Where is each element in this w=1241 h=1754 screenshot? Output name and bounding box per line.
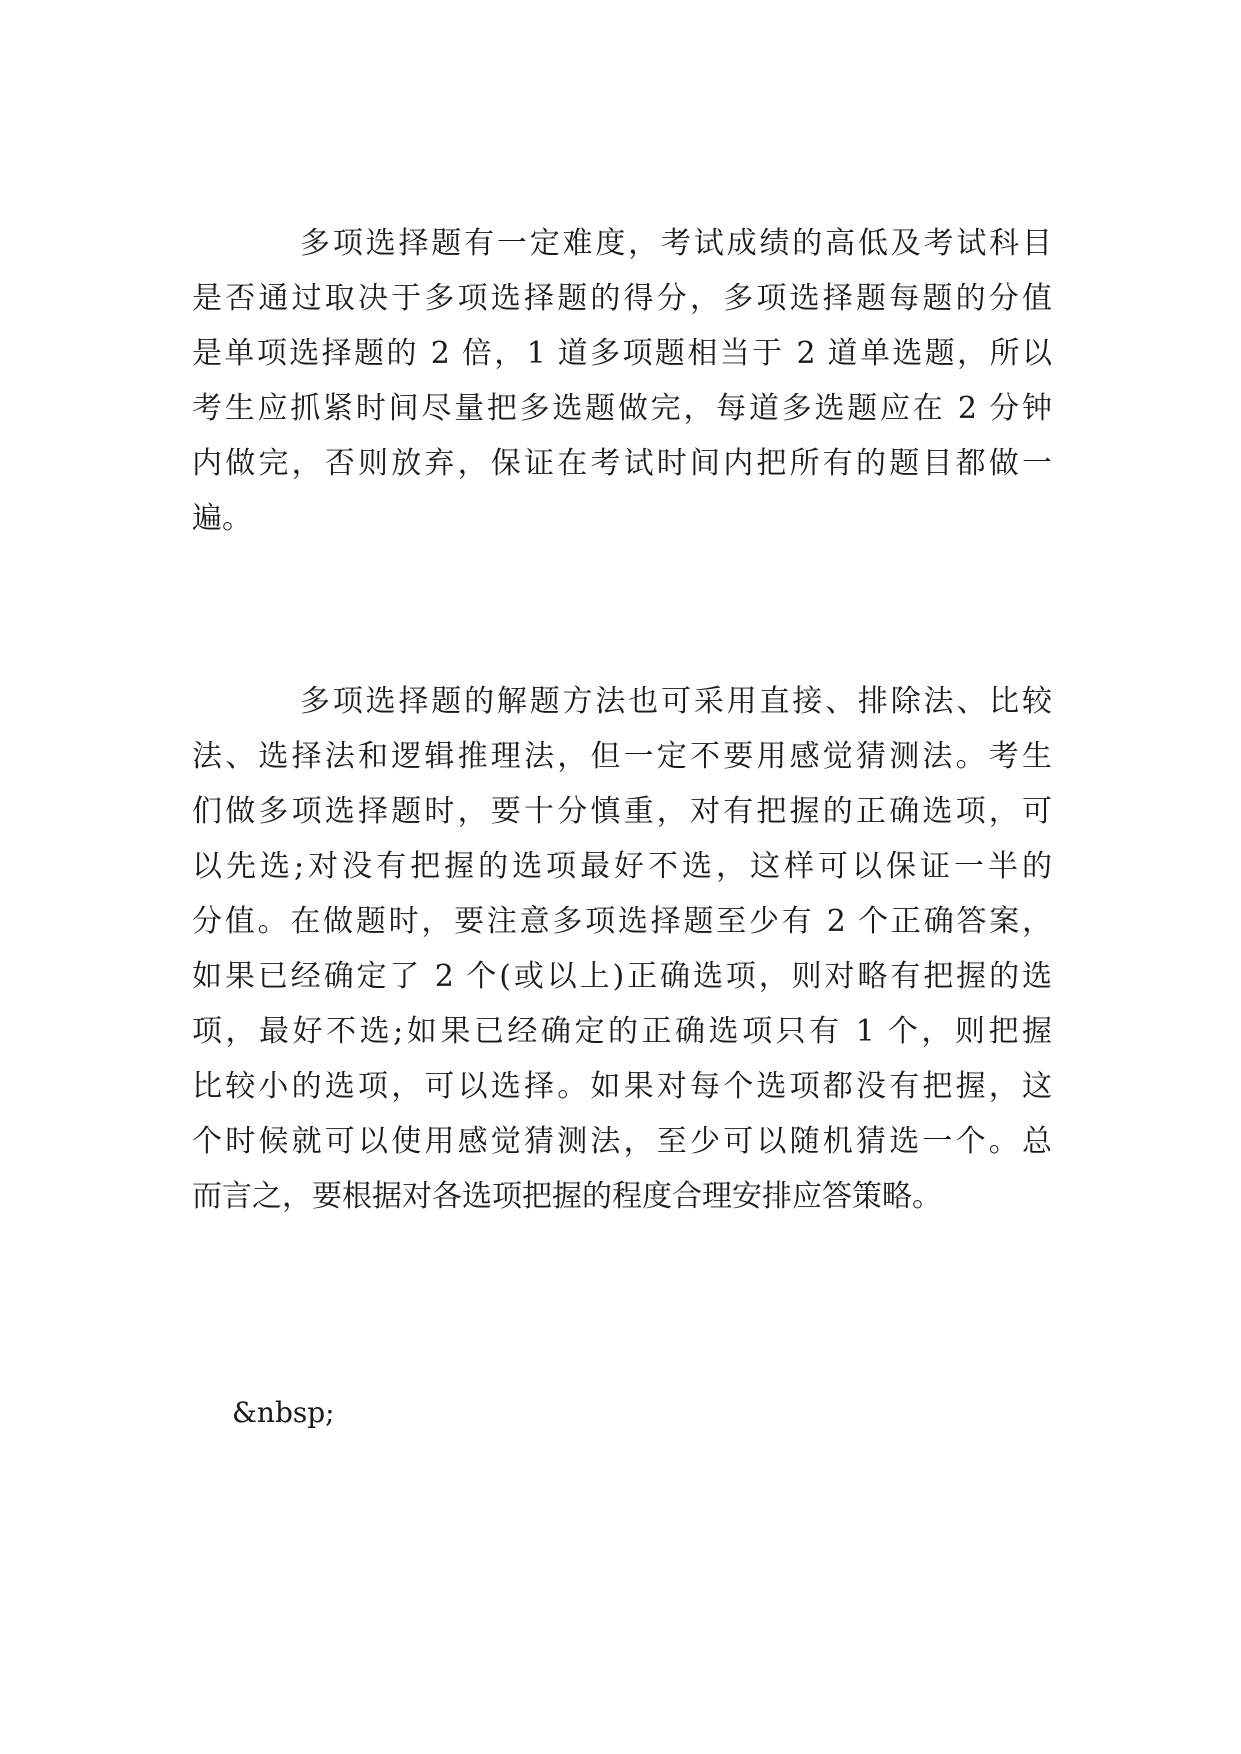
- paragraph-line: 遍。: [192, 501, 252, 536]
- paragraph-line: 们做多项选择题时，要十分慎重，对有把握的正确选项，可: [192, 794, 1052, 829]
- paragraph-line: 法、选择法和逻辑推理法，但一定不要用感觉猜测法。考生: [192, 739, 1052, 774]
- trailing-nbsp-text: &nbsp;: [232, 1396, 335, 1429]
- paragraph-line: 而言之，要根据对各选项把握的程度合理安排应答策略。: [192, 1179, 942, 1214]
- paragraph-line: 以先选;对没有把握的选项最好不选，这样可以保证一半的: [192, 849, 1052, 884]
- paragraph-line: 多项选择题的解题方法也可采用直接、排除法、比较: [300, 684, 1052, 719]
- paragraph-line: 考生应抓紧时间尽量把多选题做完，每道多选题应在 2 分钟: [192, 391, 1052, 426]
- paragraph-line: 是单项选择题的 2 倍，1 道多项题相当于 2 道单选题，所以: [192, 336, 1052, 371]
- paragraph-line: 如果已经确定了 2 个(或以上)正确选项，则对略有把握的选: [192, 959, 1052, 994]
- paragraph-line: 是否通过取决于多项选择题的得分，多项选择题每题的分值: [192, 281, 1052, 316]
- paragraph-line: 比较小的选项，可以选择。如果对每个选项都没有把握，这: [192, 1069, 1052, 1104]
- paragraph-line: 项，最好不选;如果已经确定的正确选项只有 1 个，则把握: [192, 1014, 1052, 1049]
- paragraph-line: 多项选择题有一定难度，考试成绩的高低及考试科目: [300, 226, 1052, 261]
- paragraph-line: 内做完，否则放弃，保证在考试时间内把所有的题目都做一: [192, 446, 1052, 481]
- paragraph-line: 个时候就可以使用感觉猜测法，至少可以随机猜选一个。总: [192, 1124, 1052, 1159]
- paragraph-line: 分值。在做题时，要注意多项选择题至少有 2 个正确答案，: [192, 904, 1052, 939]
